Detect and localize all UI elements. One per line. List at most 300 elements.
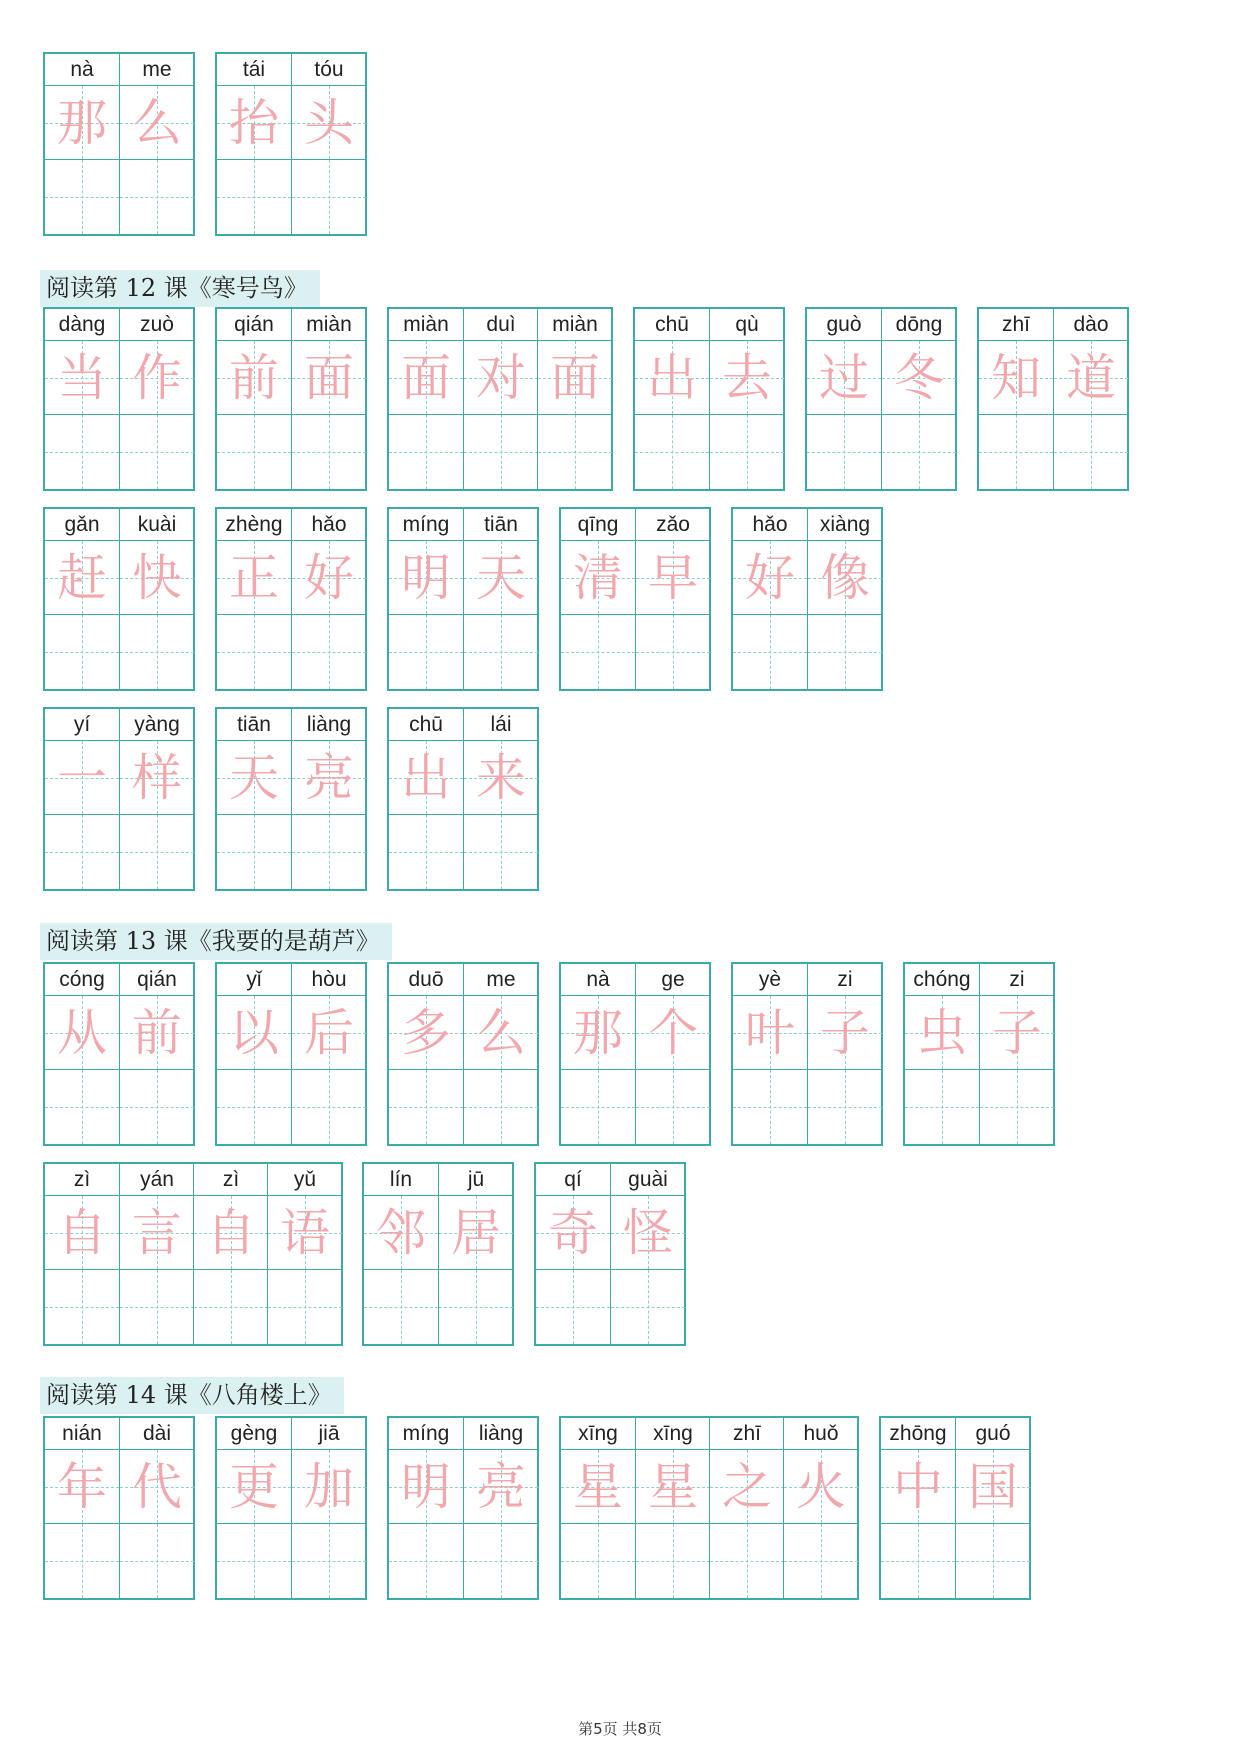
writing-box[interactable] — [464, 415, 538, 489]
char-cell — [119, 1164, 194, 1344]
writing-box[interactable] — [364, 1270, 438, 1344]
model-character: 自 — [57, 1204, 107, 1262]
writing-box[interactable] — [120, 815, 194, 889]
model-character: 面 — [304, 349, 354, 407]
char-cell — [119, 309, 194, 489]
writing-box[interactable] — [45, 415, 119, 489]
writing-box[interactable] — [194, 1270, 268, 1344]
pinyin-label: jiā — [292, 1418, 366, 1450]
writing-box[interactable] — [635, 415, 709, 489]
model-character: 多 — [401, 1004, 451, 1062]
pinyin-label: tiān — [217, 709, 291, 741]
tracing-box — [45, 86, 119, 160]
tracing-box — [464, 341, 538, 415]
writing-box[interactable] — [611, 1270, 685, 1344]
model-character: 年 — [57, 1458, 107, 1516]
writing-box[interactable] — [389, 615, 463, 689]
char-cell — [463, 1418, 538, 1598]
writing-box[interactable] — [439, 1270, 513, 1344]
writing-box[interactable] — [120, 615, 194, 689]
writing-box[interactable] — [120, 1524, 194, 1598]
writing-box[interactable] — [464, 615, 538, 689]
writing-box[interactable] — [808, 1070, 882, 1144]
char-cell — [217, 1418, 291, 1598]
tracing-box — [120, 741, 194, 815]
char-cell — [881, 1418, 955, 1598]
char-cell — [45, 1164, 119, 1344]
pinyin-label: yàng — [120, 709, 194, 741]
char-cell — [217, 509, 291, 689]
model-character: 亮 — [304, 749, 354, 807]
pinyin-label: guó — [956, 1418, 1030, 1450]
writing-box[interactable] — [268, 1270, 342, 1344]
section-title-14: 阅读第 14 课《八角楼上》 — [40, 1377, 344, 1414]
tracing-box — [807, 341, 881, 415]
writing-box[interactable] — [1054, 415, 1128, 489]
pinyin-label: liàng — [292, 709, 366, 741]
writing-box[interactable] — [217, 815, 291, 889]
tracing-box — [120, 86, 194, 160]
writing-box[interactable] — [292, 615, 366, 689]
char-cell — [783, 1418, 858, 1598]
pinyin-label: kuài — [120, 509, 194, 541]
char-cell — [291, 964, 366, 1144]
pinyin-label: chū — [635, 309, 709, 341]
model-character: 更 — [229, 1458, 279, 1516]
pinyin-label: hòu — [292, 964, 366, 996]
model-character: 星 — [648, 1458, 698, 1516]
writing-box[interactable] — [808, 615, 882, 689]
char-cell — [119, 54, 194, 234]
char-cell — [979, 309, 1053, 489]
model-character: 对 — [476, 349, 526, 407]
pinyin-label: nián — [45, 1418, 119, 1450]
writing-box[interactable] — [217, 415, 291, 489]
word-grid — [43, 52, 195, 236]
char-cell — [635, 1418, 710, 1598]
tracing-box — [464, 541, 538, 615]
model-character: 前 — [132, 1004, 182, 1062]
pinyin-label: gèng — [217, 1418, 291, 1450]
tracing-box — [389, 1450, 463, 1524]
writing-box[interactable] — [45, 1070, 119, 1144]
model-character: 虫 — [917, 1004, 967, 1062]
tracing-box — [636, 1450, 710, 1524]
char-cell — [217, 309, 291, 489]
pinyin-label: qí — [536, 1164, 610, 1196]
writing-box[interactable] — [905, 1070, 979, 1144]
pinyin-label: qīng — [561, 509, 635, 541]
writing-box[interactable] — [636, 615, 710, 689]
pinyin-label: tóu — [292, 54, 366, 86]
word-grid — [534, 1162, 686, 1346]
char-cell — [119, 1418, 194, 1598]
pinyin-label: yǔ — [268, 1164, 342, 1196]
tracing-box — [45, 341, 119, 415]
tracing-box — [120, 996, 194, 1070]
char-cell — [45, 54, 119, 234]
writing-box[interactable] — [980, 1070, 1054, 1144]
pinyin-label: xiàng — [808, 509, 882, 541]
writing-box[interactable] — [45, 1524, 119, 1598]
word-grid — [387, 1416, 539, 1600]
char-cell — [635, 509, 710, 689]
writing-box[interactable] — [710, 1524, 784, 1598]
word-grid — [387, 962, 539, 1146]
word-grid — [977, 307, 1129, 491]
tracing-box — [389, 996, 463, 1070]
model-character: 自 — [206, 1204, 256, 1262]
section-title-12: 阅读第 12 课《寒号鸟》 — [40, 270, 320, 307]
model-character: 面 — [550, 349, 600, 407]
tracing-box — [292, 341, 366, 415]
model-character: 语 — [280, 1204, 330, 1262]
writing-box[interactable] — [120, 160, 194, 234]
char-cell — [463, 709, 538, 889]
pinyin-label: tái — [217, 54, 291, 86]
writing-box[interactable] — [979, 415, 1053, 489]
model-character: 作 — [132, 349, 182, 407]
char-cell — [291, 509, 366, 689]
tracing-box — [784, 1450, 858, 1524]
pinyin-label: hǎo — [292, 509, 366, 541]
pinyin-label: miàn — [292, 309, 366, 341]
model-character: 个 — [648, 1004, 698, 1062]
tracing-box — [882, 341, 956, 415]
writing-box[interactable] — [733, 1070, 807, 1144]
tracing-box — [538, 341, 612, 415]
model-character: 叶 — [745, 1004, 795, 1062]
model-character: 面 — [401, 349, 451, 407]
model-character: 好 — [745, 549, 795, 607]
tracing-box — [710, 341, 784, 415]
writing-box[interactable] — [45, 815, 119, 889]
model-character: 过 — [819, 349, 869, 407]
tracing-box — [217, 996, 291, 1070]
model-character: 知 — [991, 349, 1041, 407]
word-grid — [43, 1162, 343, 1346]
model-character: 一 — [57, 749, 107, 807]
tracing-box — [561, 996, 635, 1070]
model-character: 中 — [893, 1458, 943, 1516]
tracing-box — [710, 1450, 784, 1524]
tracing-box — [292, 741, 366, 815]
writing-box[interactable] — [536, 1270, 610, 1344]
model-character: 加 — [304, 1458, 354, 1516]
writing-box[interactable] — [733, 615, 807, 689]
tracing-box — [808, 541, 882, 615]
word-grid — [215, 962, 367, 1146]
char-cell — [389, 509, 463, 689]
model-character: 道 — [1066, 349, 1116, 407]
model-character: 星 — [573, 1458, 623, 1516]
tracing-box — [536, 1196, 610, 1270]
tracing-box — [45, 541, 119, 615]
tracing-box — [733, 541, 807, 615]
writing-box[interactable] — [389, 815, 463, 889]
pinyin-label: dài — [120, 1418, 194, 1450]
writing-box[interactable] — [45, 160, 119, 234]
model-character: 早 — [648, 549, 698, 607]
writing-box[interactable] — [636, 1070, 710, 1144]
char-cell — [463, 509, 538, 689]
model-character: 出 — [401, 749, 451, 807]
model-character: 怪 — [623, 1204, 673, 1262]
word-grid — [215, 307, 367, 491]
pinyin-label: duì — [464, 309, 538, 341]
char-cell — [561, 1418, 635, 1598]
writing-box[interactable] — [292, 815, 366, 889]
tracing-box — [636, 996, 710, 1070]
tracing-box — [45, 1450, 119, 1524]
char-cell — [733, 509, 807, 689]
writing-box[interactable] — [120, 1070, 194, 1144]
char-cell — [463, 309, 538, 489]
model-character: 出 — [647, 349, 697, 407]
model-character: 抬 — [229, 94, 279, 152]
writing-box[interactable] — [217, 1524, 291, 1598]
char-cell — [389, 1418, 463, 1598]
model-character: 国 — [968, 1458, 1018, 1516]
writing-box[interactable] — [464, 815, 538, 889]
model-character: 快 — [132, 549, 182, 607]
writing-box[interactable] — [45, 615, 119, 689]
writing-box[interactable] — [292, 1070, 366, 1144]
writing-box[interactable] — [217, 160, 291, 234]
pinyin-label: zhī — [979, 309, 1053, 341]
char-cell — [267, 1164, 342, 1344]
tracing-box — [389, 541, 463, 615]
pinyin-label: míng — [389, 1418, 463, 1450]
word-grid — [43, 1416, 195, 1600]
model-character: 像 — [820, 549, 870, 607]
model-character: 那 — [57, 94, 107, 152]
writing-box[interactable] — [561, 1524, 635, 1598]
pinyin-label: xīng — [561, 1418, 635, 1450]
model-character: 那 — [573, 1004, 623, 1062]
writing-box[interactable] — [956, 1524, 1030, 1598]
char-cell — [1053, 309, 1128, 489]
word-grid — [387, 307, 613, 491]
writing-box[interactable] — [217, 1070, 291, 1144]
model-character: 去 — [722, 349, 772, 407]
writing-box[interactable] — [807, 415, 881, 489]
pinyin-label: gǎn — [45, 509, 119, 541]
writing-box[interactable] — [784, 1524, 858, 1598]
pinyin-label: guài — [611, 1164, 685, 1196]
tracing-box — [45, 996, 119, 1070]
writing-box[interactable] — [882, 415, 956, 489]
tracing-box — [217, 86, 291, 160]
writing-box[interactable] — [464, 1524, 538, 1598]
tracing-box — [389, 741, 463, 815]
pinyin-label: me — [120, 54, 194, 86]
char-cell — [291, 1418, 366, 1598]
writing-box[interactable] — [636, 1524, 710, 1598]
model-character: 天 — [229, 749, 279, 807]
tracing-box — [217, 341, 291, 415]
model-character: 火 — [796, 1458, 846, 1516]
tracing-box — [733, 996, 807, 1070]
model-character: 奇 — [548, 1204, 598, 1262]
char-cell — [955, 1418, 1030, 1598]
writing-box[interactable] — [120, 1270, 194, 1344]
tracing-box — [194, 1196, 268, 1270]
pinyin-label: yǐ — [217, 964, 291, 996]
tracing-box — [636, 541, 710, 615]
pinyin-label: cóng — [45, 964, 119, 996]
writing-box[interactable] — [710, 415, 784, 489]
pinyin-label: zi — [808, 964, 882, 996]
pinyin-label: yè — [733, 964, 807, 996]
model-character: 后 — [304, 1004, 354, 1062]
tracing-box — [217, 741, 291, 815]
writing-box[interactable] — [217, 615, 291, 689]
char-cell — [45, 709, 119, 889]
word-grid — [215, 52, 367, 236]
char-cell — [881, 309, 956, 489]
pinyin-label: xīng — [636, 1418, 710, 1450]
writing-box[interactable] — [389, 1070, 463, 1144]
char-cell — [537, 309, 612, 489]
char-cell — [561, 964, 635, 1144]
word-grid — [559, 507, 711, 691]
model-character: 子 — [820, 1004, 870, 1062]
model-character: 从 — [57, 1004, 107, 1062]
tracing-box — [45, 741, 119, 815]
char-cell — [45, 964, 119, 1144]
writing-box[interactable] — [45, 1270, 119, 1344]
model-character: 样 — [132, 749, 182, 807]
tracing-box — [292, 996, 366, 1070]
pinyin-label: zì — [194, 1164, 268, 1196]
pinyin-label: qián — [217, 309, 291, 341]
model-character: 来 — [476, 749, 526, 807]
tracing-box — [120, 1196, 194, 1270]
model-character: 明 — [401, 549, 451, 607]
tracing-box — [1054, 341, 1128, 415]
word-grid — [387, 707, 539, 891]
tracing-box — [120, 541, 194, 615]
tracing-box — [268, 1196, 342, 1270]
model-character: 正 — [229, 549, 279, 607]
pinyin-label: miàn — [389, 309, 463, 341]
pinyin-label: lín — [364, 1164, 438, 1196]
word-grid — [387, 507, 539, 691]
pinyin-label: dào — [1054, 309, 1128, 341]
model-character: 之 — [722, 1458, 772, 1516]
writing-box[interactable] — [292, 415, 366, 489]
tracing-box — [292, 1450, 366, 1524]
pinyin-label: liàng — [464, 1418, 538, 1450]
char-cell — [119, 964, 194, 1144]
char-cell — [364, 1164, 438, 1344]
tracing-box — [464, 1450, 538, 1524]
pinyin-label: nà — [561, 964, 635, 996]
char-cell — [807, 309, 881, 489]
word-grid — [215, 1416, 367, 1600]
writing-box[interactable] — [292, 1524, 366, 1598]
pinyin-label: jū — [439, 1164, 513, 1196]
model-character: 亮 — [476, 1458, 526, 1516]
writing-box[interactable] — [120, 415, 194, 489]
writing-box[interactable] — [561, 1070, 635, 1144]
char-cell — [45, 1418, 119, 1598]
model-character: 冬 — [894, 349, 944, 407]
writing-box[interactable] — [538, 415, 612, 489]
pinyin-label: míng — [389, 509, 463, 541]
pinyin-label: huǒ — [784, 1418, 858, 1450]
char-cell — [709, 1418, 784, 1598]
tracing-box — [217, 1450, 291, 1524]
word-grid — [903, 962, 1055, 1146]
word-grid — [215, 707, 367, 891]
word-grid — [731, 962, 883, 1146]
writing-box[interactable] — [389, 1524, 463, 1598]
pinyin-label: zhōng — [881, 1418, 955, 1450]
word-grid — [43, 507, 195, 691]
pinyin-label: qù — [710, 309, 784, 341]
char-cell — [905, 964, 979, 1144]
model-character: 头 — [304, 94, 354, 152]
model-character: 前 — [229, 349, 279, 407]
tracing-box — [364, 1196, 438, 1270]
pinyin-label: me — [464, 964, 538, 996]
pinyin-label: zuò — [120, 309, 194, 341]
pinyin-label: dōng — [882, 309, 956, 341]
pinyin-label: chóng — [905, 964, 979, 996]
pinyin-label: duō — [389, 964, 463, 996]
word-grid — [43, 307, 195, 491]
char-cell — [389, 309, 463, 489]
pinyin-label: tiān — [464, 509, 538, 541]
char-cell — [389, 709, 463, 889]
tracing-box — [389, 341, 463, 415]
writing-box[interactable] — [464, 1070, 538, 1144]
pinyin-label: zhī — [710, 1418, 784, 1450]
model-character: 居 — [451, 1204, 501, 1262]
tracing-box — [120, 341, 194, 415]
char-cell — [217, 54, 291, 234]
model-character: 天 — [476, 549, 526, 607]
char-cell — [291, 709, 366, 889]
tracing-box — [561, 541, 635, 615]
writing-box[interactable] — [389, 415, 463, 489]
char-cell — [536, 1164, 610, 1344]
char-cell — [119, 509, 194, 689]
char-cell — [291, 309, 366, 489]
pinyin-label: guò — [807, 309, 881, 341]
char-cell — [438, 1164, 513, 1344]
model-character: 子 — [992, 1004, 1042, 1062]
pinyin-label: zhèng — [217, 509, 291, 541]
tracing-box — [561, 1450, 635, 1524]
char-cell — [291, 54, 366, 234]
pinyin-label: zǎo — [636, 509, 710, 541]
tracing-box — [611, 1196, 685, 1270]
tracing-box — [292, 86, 366, 160]
writing-box[interactable] — [292, 160, 366, 234]
writing-box[interactable] — [561, 615, 635, 689]
tracing-box — [980, 996, 1054, 1070]
char-cell — [45, 509, 119, 689]
tracing-box — [464, 741, 538, 815]
writing-box[interactable] — [881, 1524, 955, 1598]
char-cell — [217, 709, 291, 889]
pinyin-label: qián — [120, 964, 194, 996]
pinyin-label: ge — [636, 964, 710, 996]
tracing-box — [956, 1450, 1030, 1524]
